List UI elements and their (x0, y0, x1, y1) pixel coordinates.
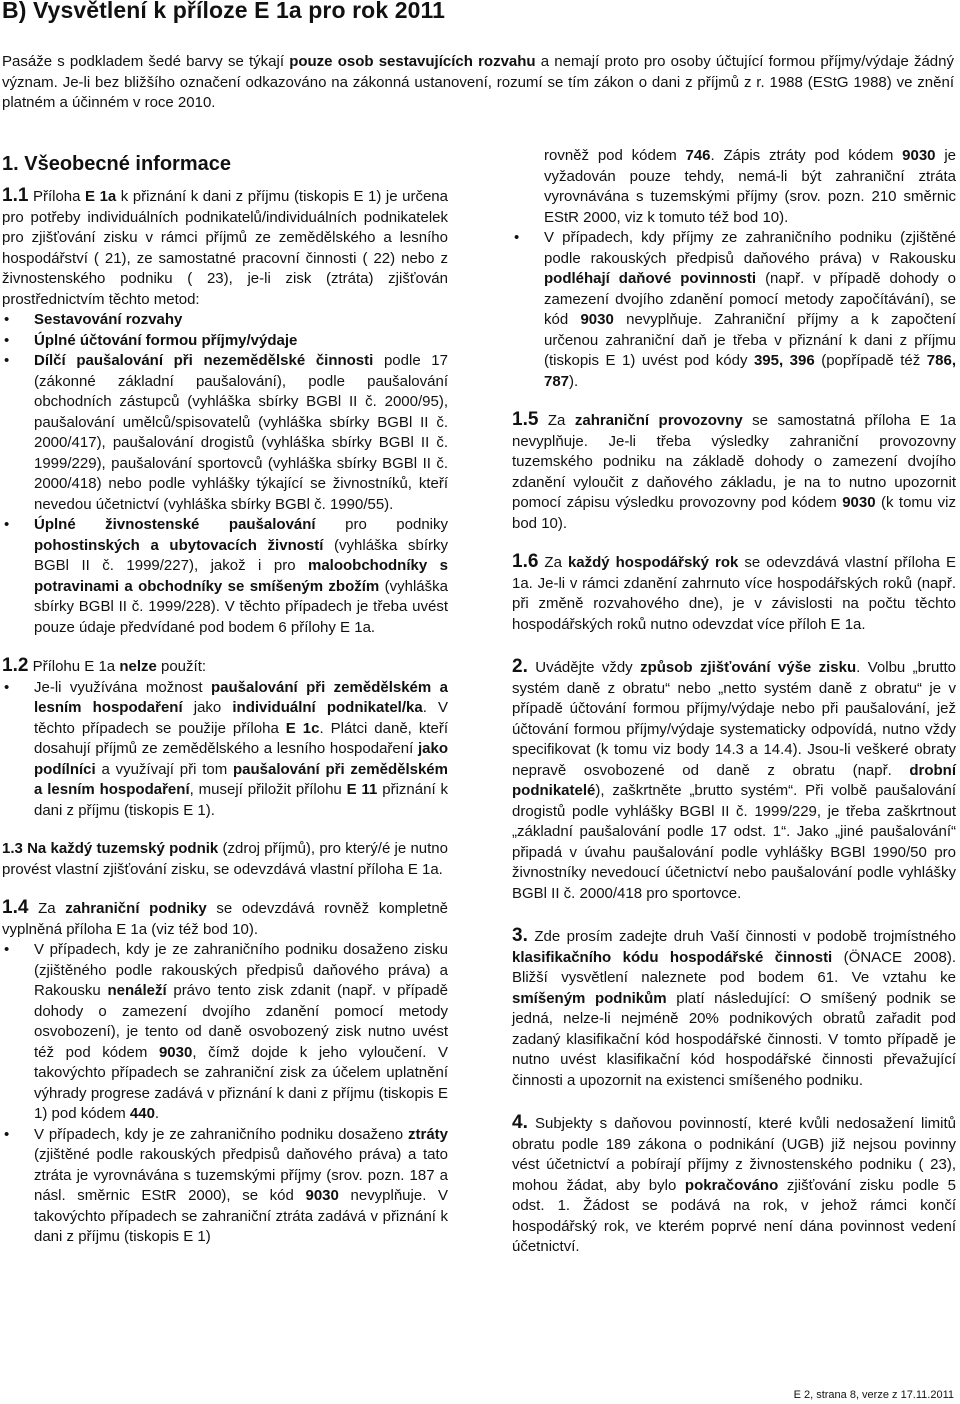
bold-text: 9030 (842, 494, 876, 511)
text: použít: (156, 658, 207, 675)
spacer (512, 534, 956, 552)
paragraph-1-2 (2, 656, 448, 678)
text: Uvádějte vždy (527, 659, 641, 676)
paragraph-1-4 (2, 898, 448, 940)
bold-text: 440 (129, 1105, 155, 1122)
paragraph-1-5 (512, 410, 956, 534)
bold-text: E 11 (346, 781, 378, 798)
text: V případech, kdy je ze zahraničního podniku dosaženo zisku (zjištěného podle rakouských předpisů daňového práva) a Rakousku (34, 941, 448, 999)
paragraph-1-3 (2, 839, 448, 880)
left-column (2, 146, 448, 1248)
text: V případech, kdy příjmy ze zahraničního podniku (zjištěné podle rakouských předpisů daňového práva) v Rakousku (544, 229, 956, 267)
bold-text: 9030 (305, 1187, 339, 1204)
text: (popřípadě též (814, 352, 927, 369)
text: Zde prosím zadejte druh Vaší činnosti v podobě trojmístného (527, 928, 956, 945)
bold-text: E 1a (85, 188, 117, 205)
text: Za (538, 412, 575, 429)
text: V případech, kdy je ze zahraničního podniku dosaženo (34, 1125, 408, 1143)
bold-text: zahraniční provozovny (574, 412, 743, 429)
list-item (2, 351, 448, 515)
text: (zdroj příjmů), pro který/é je nutno provést vlastní zjišťování zisku, se odevzdává vlastní příloha E 1a. (2, 840, 448, 878)
paragraph-number: 1.2 (2, 655, 29, 676)
paragraph-number: 1.1 (2, 185, 29, 206)
continued-bullet (512, 146, 956, 228)
paragraph-number: 4. (512, 1112, 528, 1133)
text: , musejí přiložit přílohu (189, 781, 347, 798)
text: (např. v případě dohody o zamezení dvojího zdanění pomocí metody započítávání), se kód (544, 270, 957, 328)
bold-text: smíšeným podnikům (512, 989, 667, 1007)
paragraph-1-1 (2, 186, 448, 310)
bold-text: 9030 (902, 147, 936, 164)
intro-text-2: a nemají proto pro osoby účtující formou příjmy/výdaje žádný význam. Je-li bez bližšího označení odkazováno na zákonná ustanovení, rozumí se tím zákon o dani z příjmů z r. 1988 (EStG 1988) ve znění platném a účinném v roce 2010. (2, 53, 954, 111)
text: . Volbu „brutto systém daně z obratu“ nebo „netto systém daně z obratu“ je v případě účtování formou příjmy/výdaje nebo při paušalování, jež účtování formou příjmy/výdaje systematicky odpovídá, nutno vždy specifikovat (k tomu viz body 14.3 a 14.4). Jsou-li veškeré obraty nepravě osvobozené od daně z obratu (např. (512, 659, 957, 779)
paragraph-4 (512, 1113, 956, 1258)
text: (vyhláška sbírky BGBl II č. 1999/227), jakož i pro (34, 536, 448, 574)
paragraph-1-6 (512, 552, 956, 635)
bold-text: maloobchodníky s potravinami a obchodníky se smíšeným zbožím (34, 557, 448, 595)
bold-text: pohostinských a ubytovacích živností (34, 536, 324, 554)
text: pro podniky (315, 516, 448, 533)
text: Příloha (28, 188, 86, 205)
text: právo tento zisk zdanit (např. v případě dohody o zamezení dvojího zdanění pomocí metody osvobození), je tento od daně osvobozený zisk nutno uvést též pod kódem (34, 982, 448, 1061)
bold-text: podléhají daňové povinnosti (544, 270, 757, 287)
list-item (2, 1125, 448, 1248)
text: . Plátci daně, kteří dosahují příjmů ze zemědělského a lesního hospodaření (34, 719, 449, 757)
text: (vyhláška sbírky BGBl II č. 1999/228). V těchto případech je třeba uvést pouze údaje předvídané pod bodem 6 přílohy E 1a. (34, 577, 448, 636)
text: (ÖNACE 2008). Bližší vysvětlení naleznete pod bodem 61. Ve vztahu ke (512, 948, 956, 986)
text: se odevzdává vlastní příloha E 1a. Je-li v rámci zdanění zahrnuto více hospodářských roků (např. při změně rozvahového dne), je v závislosti na počtu těchto hospodářských roků nutno odevzdat více příloh E 1a. (512, 554, 956, 633)
spacer (512, 904, 956, 926)
bold-text: nelze (119, 658, 157, 675)
right-column (512, 146, 956, 1258)
text: jako (182, 699, 233, 716)
page-footer: E 2, strana 8, verze z 17.11.2011 (793, 1389, 954, 1401)
text: rovněž pod kódem (544, 147, 686, 164)
paragraph-number: 1.4 (2, 897, 29, 918)
bold-text: klasifikačního kódu hospodářské činnosti (512, 948, 833, 966)
list-item (2, 515, 448, 638)
bold-text: 9030 (158, 1043, 193, 1061)
text: nevyplňuje. Zahraniční příjmy a k započtení určenou zahraniční daň je třeba v přiznání k dani z příjmu (tiskopis E 1) uvést pod kódy (544, 311, 956, 369)
intro-bold: pouze osob sestavujících rozvahu (289, 53, 536, 70)
list-item (2, 940, 448, 1125)
bold-text: paušalování při zemědělském a lesním hospodaření (34, 678, 448, 716)
bold-text: 9030 (580, 311, 614, 328)
bold-text: nenáleží (107, 982, 167, 999)
text: Přílohu E 1a (28, 658, 120, 675)
text: Za (538, 554, 568, 571)
bold-text: drobní podnikatelé (512, 761, 956, 799)
text: , čímž dojde k jeho vyloučení. V takovýchto případech se zahraniční zisk za účelem uplatnění výhrady progrese zadává v přiznání k dani z příjmu (tiskopis E 1) pod kódem (34, 1043, 449, 1122)
page-title: B) Vysvětlení k příloze E 1a pro rok 2011 (2, 0, 445, 23)
text: (k tomu viz bod 10). (512, 494, 956, 532)
bold-text: Sestavování rozvahy (34, 311, 183, 328)
bold-text: E 1c (285, 719, 320, 737)
spacer (2, 638, 448, 656)
text: Je-li využívána možnost (34, 678, 211, 696)
text: je vyžadován pouze tehdy, nemá-li být zahraniční ztráta vyrovnávána s tuzemskými příjmy (srov. pozn. 210 směrnic EStR 2000, viz k tomuto též bod 10). (544, 147, 956, 226)
text: podle 17 (zákonné základní paušalování), podle paušalování obchodních zástupců (vyhláška sbírky BGBl II č. 2000/95), paušalování umělců/spisovatelů (vyhláška sbírky BGBl II č. 2000/417), paušalování drogistů (vyhláška sbírky BGBl II č. 1999/229), paušalování sportovců (vyhláška sbírky BGBl II č. 2000/418) nebo podle vyhlášky týkající se živnostníků, kteří nevedou účetnictví (vyhláška sbírky BGBl č. 1990/55). (34, 352, 448, 513)
bold-text: 786, 787 (544, 352, 956, 390)
paragraph-number: 2. (512, 656, 528, 677)
bold-text: Dílčí paušalování při nezemědělské činnosti (34, 352, 374, 369)
spacer (512, 635, 956, 657)
text: . (154, 1105, 160, 1122)
text: Za (28, 900, 66, 917)
method-list (2, 310, 448, 638)
paragraph-2 (512, 657, 956, 904)
text: platí následující: O smíšený podnik se jedná, nelze-li nejméně 20% podnikových obratů zařadit pod zadaný klasifikační kód hospodářské činnosti. V tomto případě je nutno uvést klasifikační kód hospodářské činnosti převažující činnosti a upozornit na existenci smíšeného podniku. (512, 989, 957, 1089)
list-item (512, 228, 956, 392)
bold-text: 1.3 Na každý tuzemský podnik (2, 840, 219, 857)
text: . V těchto případech se použije příloha (34, 699, 448, 737)
bold-text: zahraniční podniky (65, 900, 207, 917)
foreign-list (2, 940, 448, 1248)
spacer (512, 392, 956, 410)
bold-text: 746 (685, 147, 711, 164)
paragraph-number: 1.6 (512, 551, 539, 572)
text: se odevzdává rovněž kompletně vyplněná příloha E 1a (viz též bod 10). (2, 900, 449, 938)
bold-text: Úplné živnostenské paušalování (34, 516, 316, 533)
spacer (2, 821, 448, 839)
section-heading: 1. Všeobecné informace (2, 153, 231, 175)
bold-text: paušalování při zemědělském a lesním hospodaření (34, 760, 448, 798)
intro-paragraph (2, 52, 954, 114)
text: nevyplňuje. V takovýchto případech se zahraniční ztráta zadává v přiznání k dani z příjmu (tiskopis E 1) (34, 1187, 448, 1245)
list-item (2, 678, 448, 822)
text: ), zaškrtněte „brutto systém“. Při volbě paušalování drogistů podle vyhlášky BGBl II č. 1999/229, je třeba zaškrtnout „základní paušalování podle 17 odst. 1“. Jako „jiné paušalování“ připadá v úvahu paušalování podle vyhlášky BGBl 1990/50 pro živnostníky nevedoucí účetnictví nebo paušalování podle vyhlášky BGBl II č. 2000/418 pro sportovce. (512, 782, 956, 902)
bold-text: individuální podnikatel/ka (232, 699, 423, 716)
text: . Zápis ztráty pod kódem (710, 147, 903, 164)
paragraph-number: 3. (512, 925, 528, 946)
taxation-list (512, 228, 956, 392)
bold-text: pokračováno (684, 1176, 779, 1194)
intro-text: Pasáže s podkladem šedé barvy se týkají (2, 53, 290, 70)
bold-text: způsob zjišťování výše zisku (640, 659, 857, 676)
list-item (2, 310, 448, 331)
text: se samostatná příloha E 1a nevyplňuje. Je-li třeba výsledky zahraniční provozovny tuzemského podniku na základě dohody o zamezení dvojího zdanění vyloučit z daňového základu, je na to nutno upozornit pomocí zápisu výsledku provozovny pod kódem (512, 412, 956, 511)
bold-text: jako podílníci (34, 740, 448, 778)
paragraph-number: 1.5 (512, 409, 539, 430)
spacer (2, 880, 448, 898)
bold-text: Úplné účtování formou příjmy/výdaje (34, 331, 298, 349)
paragraph-3 (512, 926, 956, 1091)
text: k přiznání k dani z příjmu (tiskopis E 1) je určena pro potřeby individuálních podnikatelů/individuálních podnikatelek pro zjišťování zisku v rámci příjmů ze zemědělského a lesního hospodářství ( 21), ze samostatné pracovní činnosti ( 22) nebo z živnostenského podniku ( 23), je-li zisk (ztráta) zjišťován prostřednictvím těchto metod: (2, 188, 448, 308)
spacer (512, 1091, 956, 1113)
bold-text: 395, 396 (753, 352, 815, 369)
text: Subjekty s daňovou povinností, které kvůli nedosažení limitů obratu podle 189 zákona o podnikání (UGB) již nejsou povinny vést účetnictví a pobírají příjmy z živnostenského podniku ( 23), mohou žádat, aby bylo (512, 1115, 956, 1194)
text: a využívají při tom (95, 760, 233, 778)
text: přiznání k dani z příjmu (tiskopis E 1). (34, 781, 448, 819)
list-item (2, 331, 448, 352)
bold-text: ztráty (407, 1125, 448, 1143)
text: zjišťování zisku podle 5 odst. 1. Žádost se podává na rok, v jehož rámci končí hospodářský rok, ve kterém poprvé není dána povinnost vedení účetnictví. (512, 1176, 956, 1255)
exclusion-list (2, 678, 448, 822)
text: (zjištěné podle rakouských předpisů daňového práva) a tato ztráta je vyrovnávána s tuzemskými příjmy (srov. pozn. 187 a násl. směrnic EStR 2000), se kód (34, 1146, 448, 1204)
bold-text: každý hospodářský rok (567, 554, 739, 571)
text: ). (569, 372, 579, 390)
